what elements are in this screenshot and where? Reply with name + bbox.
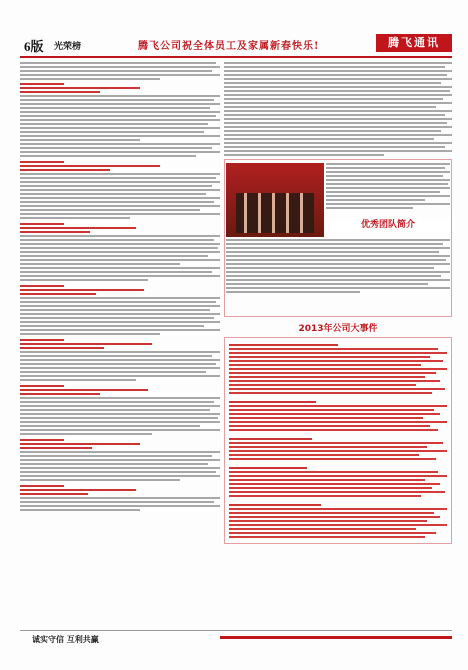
page-number: 6版 (24, 39, 44, 54)
team-photo (226, 163, 324, 237)
profile-block (20, 285, 220, 335)
events-title: 2013年公司大事件 (298, 324, 378, 334)
header-rule (20, 56, 452, 58)
page-footer (20, 630, 452, 647)
right-column (224, 62, 452, 628)
profile-block (20, 223, 220, 281)
team-text (326, 163, 450, 217)
team-text-continued (226, 239, 450, 299)
profile-block (20, 339, 220, 381)
page-header (0, 28, 468, 58)
continued-text (224, 62, 452, 156)
intro-paragraph (20, 62, 220, 80)
profile-block (20, 485, 220, 511)
team-title: 优秀团队简介 (326, 219, 450, 231)
profile-block (20, 83, 220, 157)
team-profile (224, 159, 452, 317)
profile-block (20, 439, 220, 481)
footer-bar (220, 636, 452, 639)
newsletter-logo: 腾飞通讯 (376, 34, 452, 52)
section-name: 光荣榜 (54, 42, 82, 52)
profile-block (20, 385, 220, 435)
events-box (224, 337, 452, 544)
footer-slogan: 诚实守信 互利共赢 (32, 635, 99, 644)
profile-block (20, 161, 220, 219)
honor-roll-column (20, 62, 220, 628)
new-year-greeting: 腾飞公司祝全体员工及家属新春快乐! (138, 41, 320, 52)
